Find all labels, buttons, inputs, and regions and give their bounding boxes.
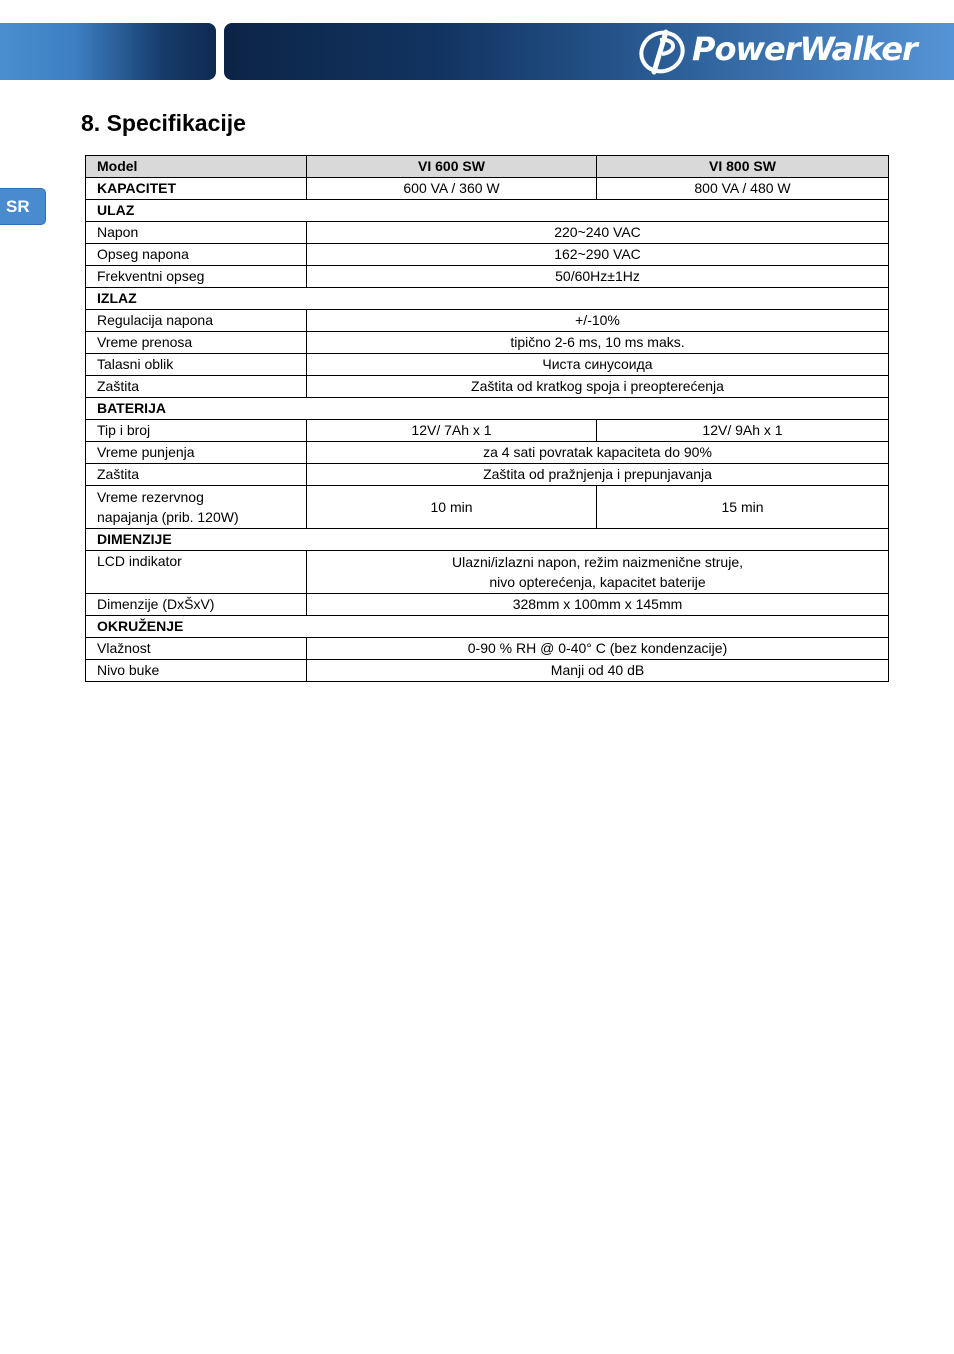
- cell-value: 10 min: [307, 486, 597, 529]
- cell-value: 162~290 VAC: [307, 244, 889, 266]
- row-label: Talasni oblik: [86, 354, 307, 376]
- row-label: Opseg napona: [86, 244, 307, 266]
- row-label: Regulacija napona: [86, 310, 307, 332]
- table-row: [86, 332, 889, 354]
- cell-value: +/-10%: [307, 310, 889, 332]
- table-row: [86, 376, 889, 398]
- cell-value: 0-90 % RH @ 0-40° C (bez kondenzacije): [307, 638, 889, 660]
- cell-value: 12V/ 9Ah x 1: [597, 420, 889, 442]
- powerwalker-logo-icon: [636, 26, 692, 78]
- table-row: [86, 551, 889, 594]
- row-label: Vlažnost: [86, 638, 307, 660]
- table-row: [86, 420, 889, 442]
- section-row: [86, 398, 889, 420]
- cell-value: 328mm x 100mm x 145mm: [307, 594, 889, 616]
- row-label: LCD indikator: [86, 551, 307, 594]
- row-label: Vreme prenosa: [86, 332, 307, 354]
- cell-value-line: Ulazni/izlazni napon, režim naizmenične struje,: [451, 554, 744, 570]
- table-row: [86, 310, 889, 332]
- language-tab: SR: [0, 188, 46, 225]
- row-label: Zaštita: [86, 464, 307, 486]
- table-row: [86, 354, 889, 376]
- brand-name: PowerWalker: [692, 30, 917, 68]
- row-label: Tip i broj: [86, 420, 307, 442]
- header-banner-left: [0, 23, 216, 80]
- cell-value: 800 VA / 480 W: [597, 178, 889, 200]
- header-vi600: VI 600 SW: [307, 156, 597, 178]
- section-title: OKRUŽENJE: [86, 616, 889, 638]
- cell-value: za 4 sati povratak kapaciteta do 90%: [307, 442, 889, 464]
- section-title: ULAZ: [86, 200, 889, 222]
- section-row: [86, 200, 889, 222]
- cell-value: [307, 551, 889, 594]
- cell-value-line: nivo opterećenja, kapacitet baterije: [489, 574, 706, 590]
- section-row: [86, 288, 889, 310]
- row-label: KAPACITET: [86, 178, 307, 200]
- table-row: [86, 486, 889, 529]
- cell-value: Zaštita od kratkog spoja i preopterećenja: [307, 376, 889, 398]
- table-row: [86, 244, 889, 266]
- cell-value: 50/60Hz±1Hz: [307, 266, 889, 288]
- header-model: Model: [86, 156, 307, 178]
- row-label: Napon: [86, 222, 307, 244]
- table-row: [86, 442, 889, 464]
- section-title: DIMENZIJE: [86, 529, 889, 551]
- section-row: [86, 616, 889, 638]
- table-row: [86, 660, 889, 682]
- cell-value: tipično 2-6 ms, 10 ms maks.: [307, 332, 889, 354]
- table-row: [86, 638, 889, 660]
- cell-value: 600 VA / 360 W: [307, 178, 597, 200]
- section-title: BATERIJA: [86, 398, 889, 420]
- row-label: Dimenzije (DxŠxV): [86, 594, 307, 616]
- table-row: [86, 594, 889, 616]
- cell-value: 12V/ 7Ah x 1: [307, 420, 597, 442]
- cell-value: Manji od 40 dB: [307, 660, 889, 682]
- row-label-line: napajanja (prib. 120W): [97, 509, 239, 525]
- row-label: Zaštita: [86, 376, 307, 398]
- row-label: [86, 486, 307, 529]
- table-header-row: [86, 156, 889, 178]
- table-row: [86, 178, 889, 200]
- cell-value: 15 min: [597, 486, 889, 529]
- section-title: IZLAZ: [86, 288, 889, 310]
- table-row: [86, 464, 889, 486]
- section-row: [86, 529, 889, 551]
- specifications-table: [85, 155, 889, 682]
- row-label: Vreme punjenja: [86, 442, 307, 464]
- row-label: Nivo buke: [86, 660, 307, 682]
- row-label: Frekventni opseg: [86, 266, 307, 288]
- cell-value: 220~240 VAC: [307, 222, 889, 244]
- table-row: [86, 266, 889, 288]
- header-vi800: VI 800 SW: [597, 156, 889, 178]
- row-label-line: Vreme rezervnog: [97, 489, 204, 505]
- table-row: [86, 222, 889, 244]
- page-title: 8. Specifikacije: [81, 110, 246, 136]
- cell-value: Zaštita od pražnjenja i prepunjavanja: [307, 464, 889, 486]
- powerwalker-logo: [636, 26, 948, 78]
- cell-value: Чиста синусоида: [307, 354, 889, 376]
